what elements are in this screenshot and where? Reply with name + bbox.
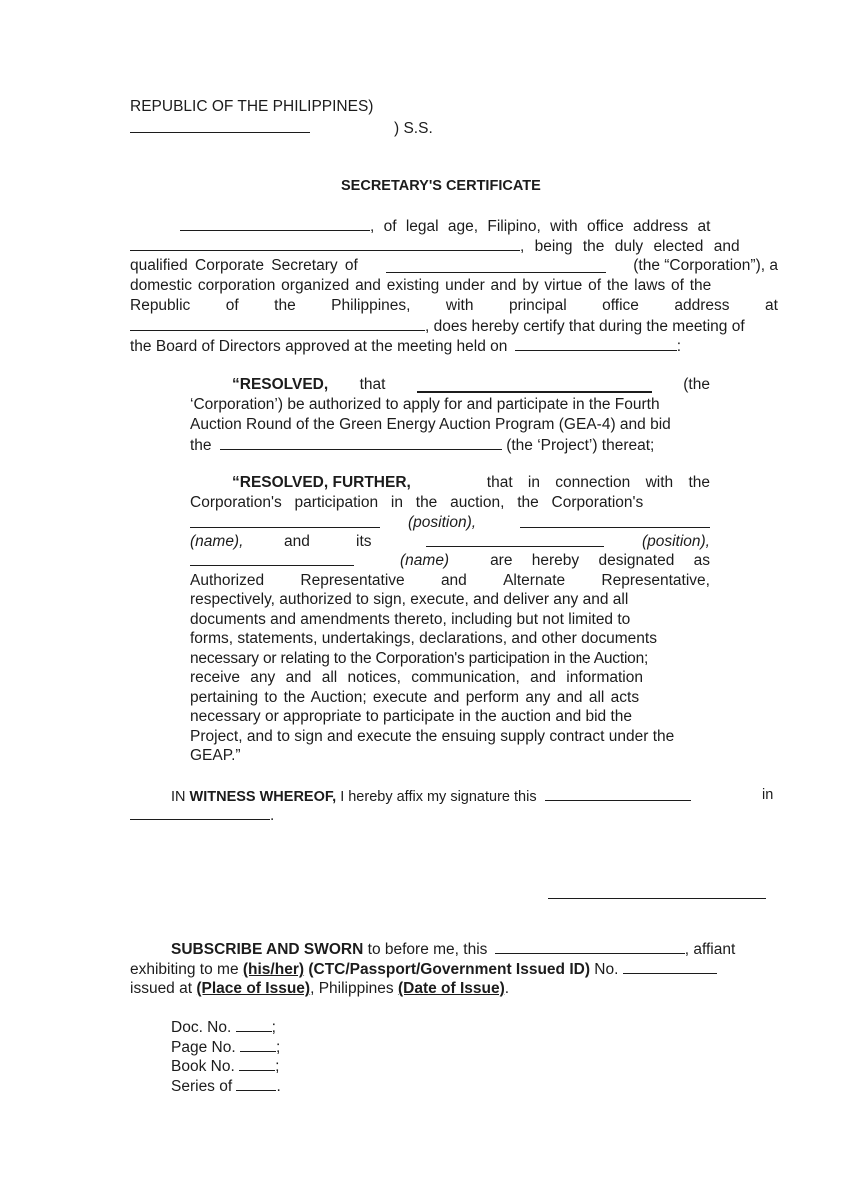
page-no: Page No. ;: [171, 1038, 281, 1056]
intro-line-2: , being the duly elected and: [130, 237, 740, 256]
intro-line-3: qualified Corporate Secretary of (the “Corporation”), a: [130, 257, 778, 274]
resolution-two-line-4: (name), and its (position),: [190, 533, 710, 550]
resolution-two-line-1: “RESOLVED, FURTHER, that in connection with the: [232, 474, 710, 491]
meeting-date-blank: [515, 337, 677, 351]
resolution-two: [190, 474, 710, 774]
resolution-two-line-11: receive any and all notices, communication, and information: [190, 669, 643, 686]
intro-line-7: the Board of Directors approved at the meeting held on :: [130, 338, 682, 355]
resolution-one-line-1: “RESOLVED, that (the: [232, 376, 710, 393]
intro-line-5: Republic of the Philippines, with principal office address at: [130, 297, 778, 314]
header-venue-blank: [130, 119, 310, 138]
venue-line: [130, 119, 310, 133]
resolution-two-line-3: (position),: [190, 514, 710, 534]
resolution-two-line-12: pertaining to the Auction; execute and perform any and all acts: [190, 689, 640, 706]
witness-date-blank: [545, 787, 691, 801]
resolution-one-line-2: ‘Corporation’) be authorized to apply for and participate in the Fourth: [190, 396, 660, 413]
authorized-rep-name-blank: [520, 514, 710, 528]
book-no: Book No. ;: [171, 1058, 280, 1075]
id-number-blank: [623, 960, 717, 974]
signature-line: [548, 885, 766, 904]
intro-line-1: , of legal age, Filipino, with office address at: [180, 217, 710, 236]
resolution-two-line-6: Authorized Representative and Alternate Representative,: [190, 572, 710, 589]
notarial-register: [171, 1018, 281, 1096]
alternate-rep-name-blank: [190, 552, 354, 566]
authorized-rep-position-blank: [190, 514, 380, 528]
resolution-one: [190, 376, 710, 456]
intro-line-6: , does hereby certify that during the meeting of: [130, 317, 745, 336]
corporation-name-blank: [386, 259, 606, 273]
witness-line: IN WITNESS WHEREOF, I hereby affix my signature this: [171, 787, 691, 805]
witness-place-line: .: [130, 806, 274, 825]
intro-line-4: domestic corporation organized and existing under and by virtue of the laws of the: [130, 277, 712, 294]
witness-in: in: [762, 787, 774, 803]
jurat-date-blank: [495, 940, 685, 954]
header-republic: REPUBLIC OF THE PHILIPPINES): [130, 98, 374, 115]
project-blank: [220, 436, 502, 450]
resolution-two-line-14: Project, and to sign and execute the ensuing supply contract under the: [190, 728, 675, 745]
intro-paragraph: [130, 217, 778, 357]
resolution-two-line-5: (name) are hereby designated as: [190, 552, 710, 572]
resolution-two-line-7: respectively, authorized to sign, execute, and deliver any and all: [190, 591, 629, 608]
header-ss: ) S.S.: [394, 120, 433, 137]
jurat-line-2: exhibiting to me (his/her) (CTC/Passport/Government Issued ID) No.: [130, 960, 717, 979]
resolution-two-line-8: documents and amendments thereto, including but not limited to: [190, 611, 631, 628]
office-address-blank: [130, 237, 520, 251]
resolution-one-line-4: the (the ‘Project’) thereat;: [190, 437, 655, 454]
doc-no: Doc. No. ;: [171, 1019, 276, 1036]
jurat-line-1: SUBSCRIBE AND SWORN to before me, this , affiant: [171, 941, 736, 958]
witness-place-blank: [130, 806, 270, 820]
alternate-rep-position-blank: [426, 533, 604, 547]
resolution-two-line-10: necessary or relating to the Corporation's participation in the Auction;: [190, 650, 649, 667]
resolution-two-line-13: necessary or appropriate to participate in the auction and bid the: [190, 708, 633, 725]
resolution-two-line-2: Corporation's participation in the auction, the Corporation's: [190, 494, 644, 511]
corporation-blank: [417, 378, 652, 393]
document-title: SECRETARY'S CERTIFICATE: [341, 178, 541, 194]
principal-address-blank: [130, 317, 425, 331]
resolution-one-line-3: Auction Round of the Green Energy Auction Program (GEA-4) and bid: [190, 416, 671, 433]
series-of: Series of .: [171, 1077, 281, 1095]
resolution-two-line-15: GEAP.”: [190, 747, 241, 764]
jurat-line-3: issued at (Place of Issue), Philippines (Date of Issue).: [130, 980, 510, 997]
secretary-name-blank: [180, 217, 370, 231]
resolution-two-line-9: forms, statements, undertakings, declarations, and other documents: [190, 630, 657, 647]
